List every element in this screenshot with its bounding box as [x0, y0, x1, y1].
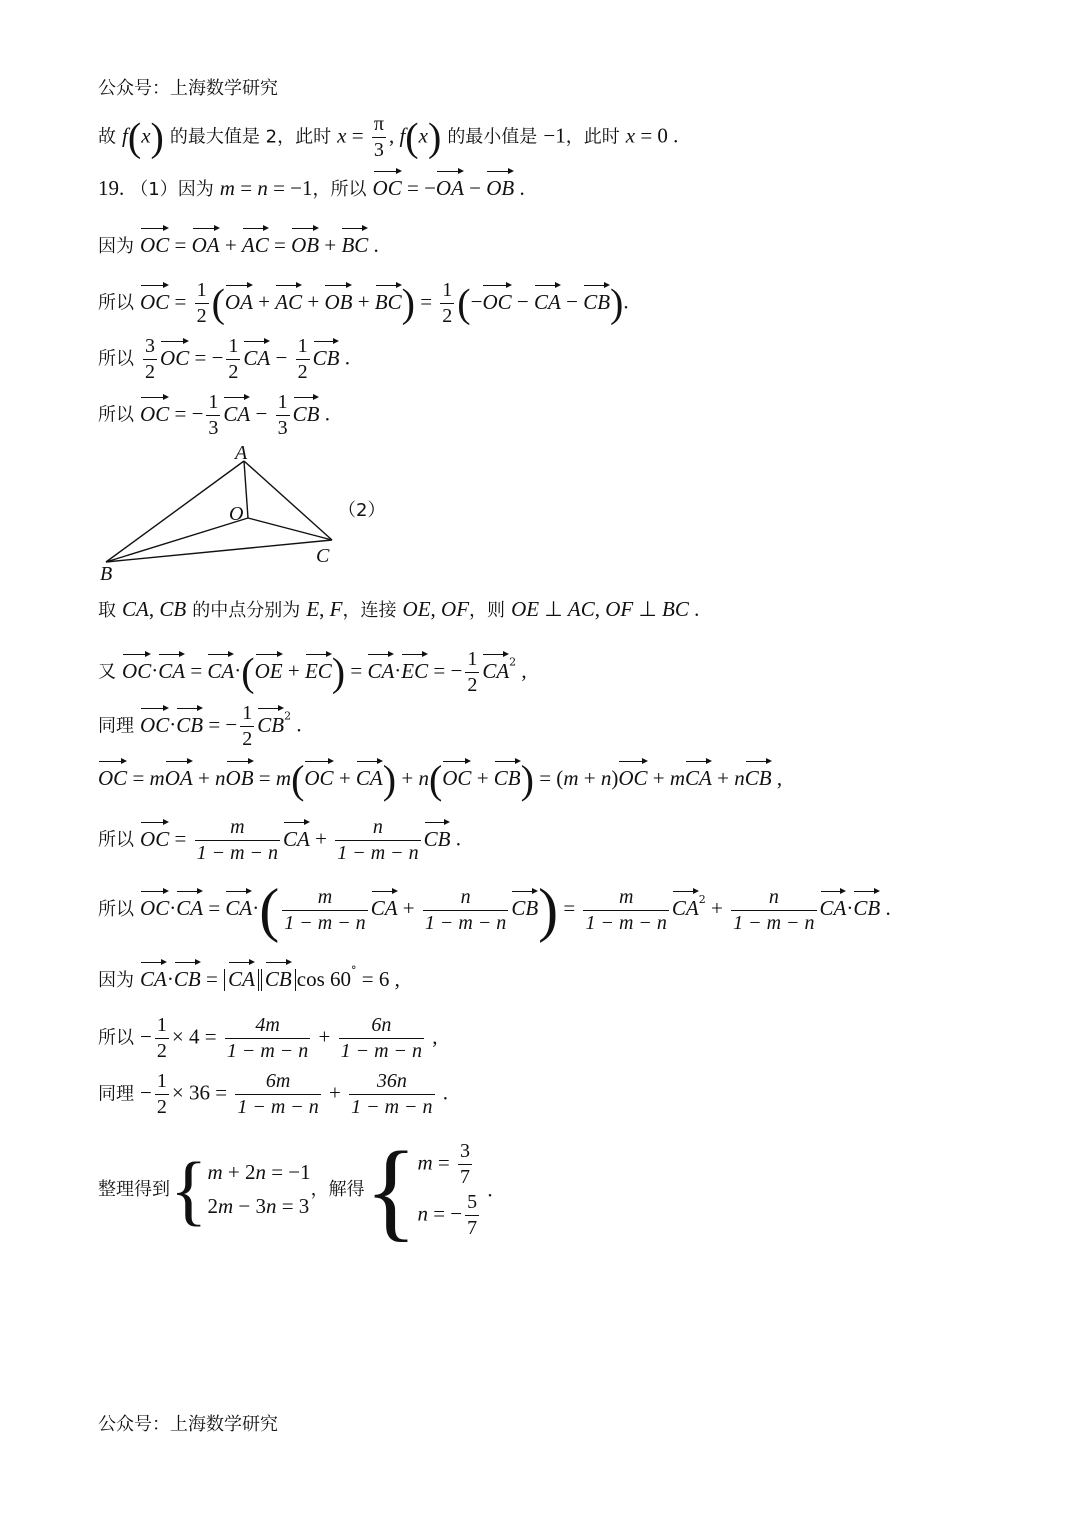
header-watermark: 公众号：上海数学研究 [98, 78, 278, 99]
because-oc-line: 因为 OC = OA + AC = OB + BC . [98, 233, 379, 257]
because-cos-line: 因为 CA·CB = CA CB cos 60° = 6 , [98, 964, 400, 991]
label-b: B [100, 563, 113, 585]
q19-part1-line: 19. （1）因为 m = n = −1，所以 OC = −OA − OB . [98, 176, 525, 200]
triangle-figure [96, 440, 356, 585]
oc-expansion-line: OC = mOA + nOB = m(OC + CA) + n(OC + CB) = (m + n)OC + mCA + nCB , [98, 757, 783, 802]
system-solution-line: 整理得到{ m + 2n = −1 2m − 3n = 3 ，解得{ m = $\frac{3}{7}$ n = − $\frac{5}{7}$ . [98, 1129, 493, 1251]
part2-label: （2） [338, 500, 386, 521]
midpoint-line: 取 CA, CB 的中点分别为 E, F，连接 OE, OF，则 OE ⊥ AC, OF ⊥ BC . [98, 597, 700, 621]
also-dot-line: 又 OC·CA = CA·(OE + EC) = CA·EC = − $\frac{1}{2}$ $CA^2$ , [98, 648, 527, 696]
label-c: C [316, 545, 330, 567]
so-equation-1-line: 所以 − $\frac{1}{2}$ × 4 = $\frac{4m}{1 - m - n}$ + $\frac{6n}{1 - m - n}$ , [98, 1014, 438, 1062]
similarly-equation-2-line: 同理 − $\frac{1}{2}$ × 36 = $\frac{6m}{1 - m - n}$ + $\frac{36n}{1 - m - n}$ . [98, 1070, 449, 1118]
so-oc-dot-ca-line: 所以 OC·CA = CA·( $\frac{m}{1 - m - n}$ CA + $\frac{n}{1 - m - n}$ CB) = $\frac{m}{1 - m - n}$ $CA^2$ + $\frac{n}{1 - m - n}$ CA·CB . [98, 877, 891, 943]
so-half-line: 所以 OC = $\frac{1}{2}$ (OA + AC + OB + BC) = $\frac{1}{2}$ (−OC − CA − CB). [98, 279, 629, 327]
similarly-cb-line: 同理 OC·CB = − $\frac{1}{2}$ $CB^2$ . [98, 702, 302, 750]
label-o: O [229, 503, 244, 525]
so-three-halves-line: 所以 $\frac{3}{2}$ OC = − $\frac{1}{2}$ CA − $\frac{1}{2}$ CB . [98, 335, 350, 383]
label-a: A [235, 442, 248, 464]
so-third-line: 所以 OC = − $\frac{1}{3}$ CA − $\frac{1}{3}$ CB . [98, 391, 330, 439]
so-oc-fraction-line: 所以 OC = $\frac{m}{1 - m - n}$ CA + $\frac{n}{1 - m - n}$ CB . [98, 816, 461, 864]
footer-watermark: 公众号：上海数学研究 [98, 1414, 278, 1435]
line-max-value: 故 f(x) 的最大值是 2，此时 x = $\frac{\pi}{3}$ , f(x) 的最小值是 −1，此时 x = 0 . [98, 113, 679, 161]
